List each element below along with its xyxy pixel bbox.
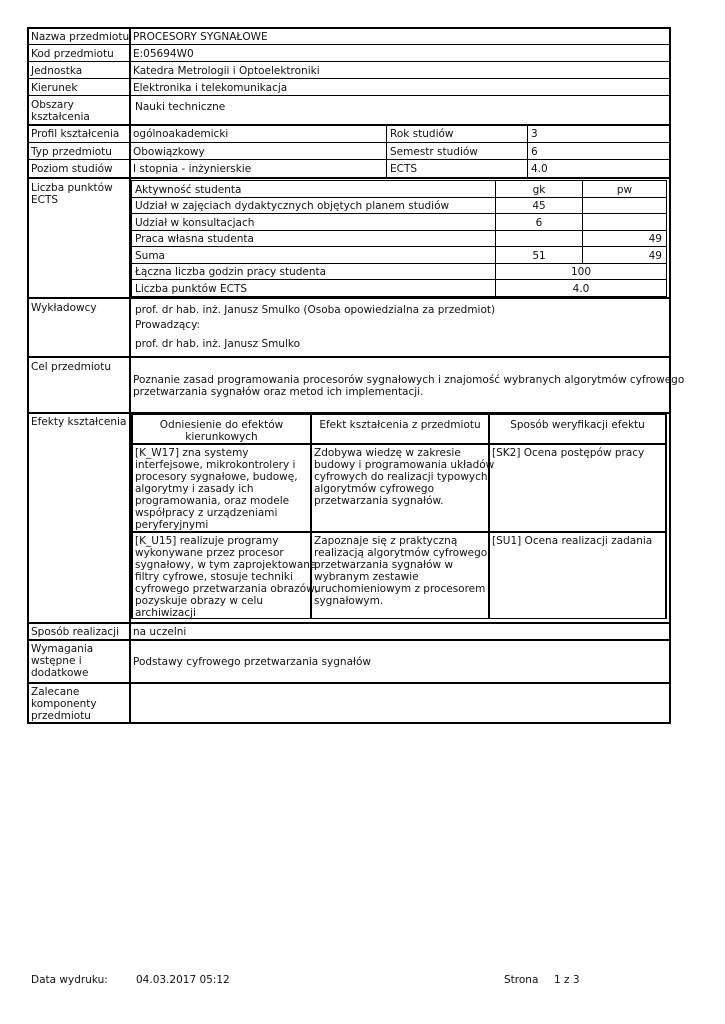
efekty-row1-col1: współpracy z urządzeniami [135, 507, 278, 519]
ects-gk: 6 [535, 217, 543, 229]
typ-value: Obowiązkowy [133, 146, 205, 158]
ects-row-sep [131, 230, 667, 231]
efekty-row2-col3: [SU1] Ocena realizacji zadania [492, 535, 653, 547]
nazwa-value: PROCESORY SYGNAŁOWE [133, 31, 268, 43]
ects-total-hours-label: Łączna liczba godzin pracy studenta [135, 266, 327, 278]
efekty-row2-col2: uruchomieniowym z procesorem [314, 583, 486, 595]
ects-row-sep [131, 197, 667, 198]
efekty-row2-col1: filtry cyfrowe, stosuje techniki [135, 571, 293, 583]
efekty-row1-col1: programowania, oraz modele [135, 495, 290, 507]
ects-row-sep [131, 279, 667, 280]
efekty-row1-col1: [K_W17] zna systemy [135, 447, 249, 459]
ects-header-pw: pw [616, 184, 633, 196]
efekty-row1-col2: Zdobywa wiedzę w zakresie [314, 447, 461, 459]
efekty-row2-col1: sygnałowy, w tym zaprojektowane [135, 559, 317, 571]
row-sep [27, 142, 671, 143]
page-number: 1 z 3 [554, 974, 580, 986]
semestr-value: 6 [531, 146, 538, 158]
efekty-header-col3: Sposób weryfikacji efektu [510, 419, 645, 431]
ects-header-gk: gk [532, 184, 546, 196]
wykladowcy-line-3: prof. dr hab. inż. Janusz Smulko [135, 338, 301, 350]
ects-border [131, 180, 667, 181]
ects-border [131, 296, 667, 297]
wykladowcy-line-1: prof. dr hab. inż. Janusz Smulko (Osoba opowiedzialna za przedmiot) [135, 304, 496, 316]
row-sep [27, 44, 671, 45]
kod-value: E:05694W0 [133, 48, 194, 60]
frame-bottom [27, 722, 671, 724]
rok-label: Rok studiów [390, 128, 454, 140]
efekty-header-col2: Efekt kształcenia z przedmiotu [319, 419, 481, 431]
wymagania-value: Podstawy cyfrowego przetwarzania sygnałów [133, 656, 372, 668]
kod-label: Kod przedmiotu [31, 48, 114, 60]
ects-short-label: ECTS [390, 163, 418, 175]
frame-top [27, 27, 671, 29]
ects-activity: Udział w konsultacjach [135, 217, 255, 229]
row-sep [27, 356, 671, 358]
efekty-row2-col2: realizacją algorytmów cyfrowego [314, 547, 488, 559]
efekty-row2-col2: przetwarzania sygnałów w [314, 559, 454, 571]
ects-header-activity: Aktywność studenta [135, 184, 242, 196]
profil-value: ogólnoakademicki [133, 128, 229, 140]
ects-gk: 45 [532, 200, 546, 212]
sposob-value: na uczelni [133, 626, 187, 638]
efekty-row2-col1: wykonywane przez procesor [135, 547, 284, 559]
rok-value: 3 [531, 128, 538, 140]
ects-row-sep [131, 263, 667, 264]
wymagania-label: Wymagania [31, 643, 94, 655]
row-sep [27, 61, 671, 62]
efekty-row2-col1: archiwizacji [135, 607, 196, 619]
ects-short-value: 4.0 [531, 163, 548, 175]
efekty-header-col1-line1: Odniesienie do efektów [159, 419, 284, 431]
row-sep [27, 297, 671, 299]
cel-label: Cel przedmiotu [31, 361, 112, 373]
row-sep [27, 78, 671, 79]
profil-label: Profil kształcenia [31, 128, 120, 140]
efekty-border [131, 618, 667, 619]
cel-line-2: przetwarzania sygnałów oraz metod ich implementacji. [133, 386, 424, 398]
efekty-row1-col2: budowy i programowania układów [314, 459, 495, 471]
ects-total-points-value: 4.0 [572, 283, 590, 295]
ects-activity: Udział w zajęciach dydaktycznych objętych planem studiów [135, 200, 450, 212]
row-sep [27, 159, 671, 160]
frame-left [27, 27, 29, 724]
efekty-row1-col2: algorytmów cyfrowego [314, 483, 434, 495]
wykladowcy-label: Wykładowcy [31, 302, 97, 314]
row-sep [27, 682, 671, 684]
row-sep [27, 622, 671, 624]
zalecane-label: przedmiotu [31, 710, 91, 722]
efekty-row-sep [131, 443, 667, 445]
efekty-border [131, 414, 667, 415]
row-sep [27, 95, 671, 96]
label-divider [129, 27, 131, 724]
ects-pw: 49 [648, 233, 662, 245]
efekty-row2-col2: sygnałowym. [314, 595, 384, 607]
jednostka-value: Katedra Metrologii i Optoelektroniki [133, 65, 320, 77]
col-sep [386, 125, 387, 178]
efekty-row1-col1: peryferyjnymi [135, 519, 209, 531]
typ-label: Typ przedmiotu [31, 146, 112, 158]
efekty-row1-col2: przetwarzania sygnałów. [314, 495, 444, 507]
poziom-value: I stopnia - inżynierskie [133, 163, 252, 175]
ects-row-sep [131, 246, 667, 247]
obszary-value: Nauki techniczne [135, 101, 226, 113]
row-sep [27, 639, 671, 641]
efekty-row2-col1: cyfrowego przetwarzania obrazów, [135, 583, 319, 595]
semestr-label: Semestr studiów [390, 146, 478, 158]
wymagania-label: wstępne i [31, 655, 82, 667]
efekty-header-col1-line2: kierunkowych [185, 431, 258, 443]
efekty-row2-col2: wybranym zestawie [314, 571, 419, 583]
print-date-value: 04.03.2017 05:12 [136, 974, 230, 986]
cel-line-1: Poznanie zasad programowania procesorów sygnałowych i znajomość wybranych algorytmów cyfrowego [133, 374, 685, 386]
ects-activity: Suma [135, 250, 165, 262]
efekty-col-sep [488, 414, 490, 619]
ects-pw: 49 [648, 250, 662, 262]
efekty-row1-col1: algorytmy i zasady ich [135, 483, 254, 495]
ects-activity: Praca własna studenta [135, 233, 254, 245]
kierunek-value: Elektronika i telekomunikacja [133, 82, 288, 94]
efekty-row1-col1: interfejsowe, mikrokontrolery i [135, 459, 296, 471]
nazwa-label: Nazwa przedmiotu [31, 31, 130, 43]
efekty-row1-col1: procesory sygnałowe, budowę, [135, 471, 298, 483]
sposob-label: Sposób realizacji [31, 626, 120, 638]
ects-total-points-label: Liczba punktów ECTS [135, 283, 248, 295]
efekty-label: Efekty kształcenia [31, 416, 127, 428]
ects-row-sep [131, 213, 667, 214]
jednostka-label: Jednostka [31, 65, 83, 77]
efekty-row-sep [131, 531, 667, 533]
kierunek-label: Kierunek [31, 82, 78, 94]
ects-col-sep [495, 180, 496, 296]
ects-gk: 51 [532, 250, 546, 262]
ects-label-2: ECTS [31, 194, 59, 206]
obszary-label-2: kształcenia [31, 111, 90, 123]
efekty-row1-col2: cyfrowych do realizacji typowych [314, 471, 488, 483]
wykladowcy-line-2: Prowadzący: [135, 319, 201, 331]
efekty-row2-col1: [K_U15] realizuje programy [135, 535, 279, 547]
row-sep [27, 177, 671, 179]
efekty-row2-col2: Zapoznaje się z praktyczną [314, 535, 458, 547]
zalecane-label: Zalecane [31, 686, 80, 698]
row-sep [27, 124, 671, 126]
print-date-label: Data wydruku: [31, 974, 108, 986]
zalecane-label: komponenty [31, 698, 97, 710]
col-sep [527, 125, 528, 178]
obszary-label-1: Obszary [31, 99, 74, 111]
ects-label-1: Liczba punktów [31, 182, 113, 194]
wymagania-label: dodatkowe [31, 667, 89, 679]
efekty-row2-col1: pozyskuje obrazy w celu [135, 595, 264, 607]
poziom-label: Poziom studiów [31, 163, 113, 175]
efekty-row1-col3: [SK2] Ocena postępów pracy [492, 447, 645, 459]
page-label: Strona [504, 974, 539, 986]
ects-total-hours-value: 100 [570, 266, 592, 278]
